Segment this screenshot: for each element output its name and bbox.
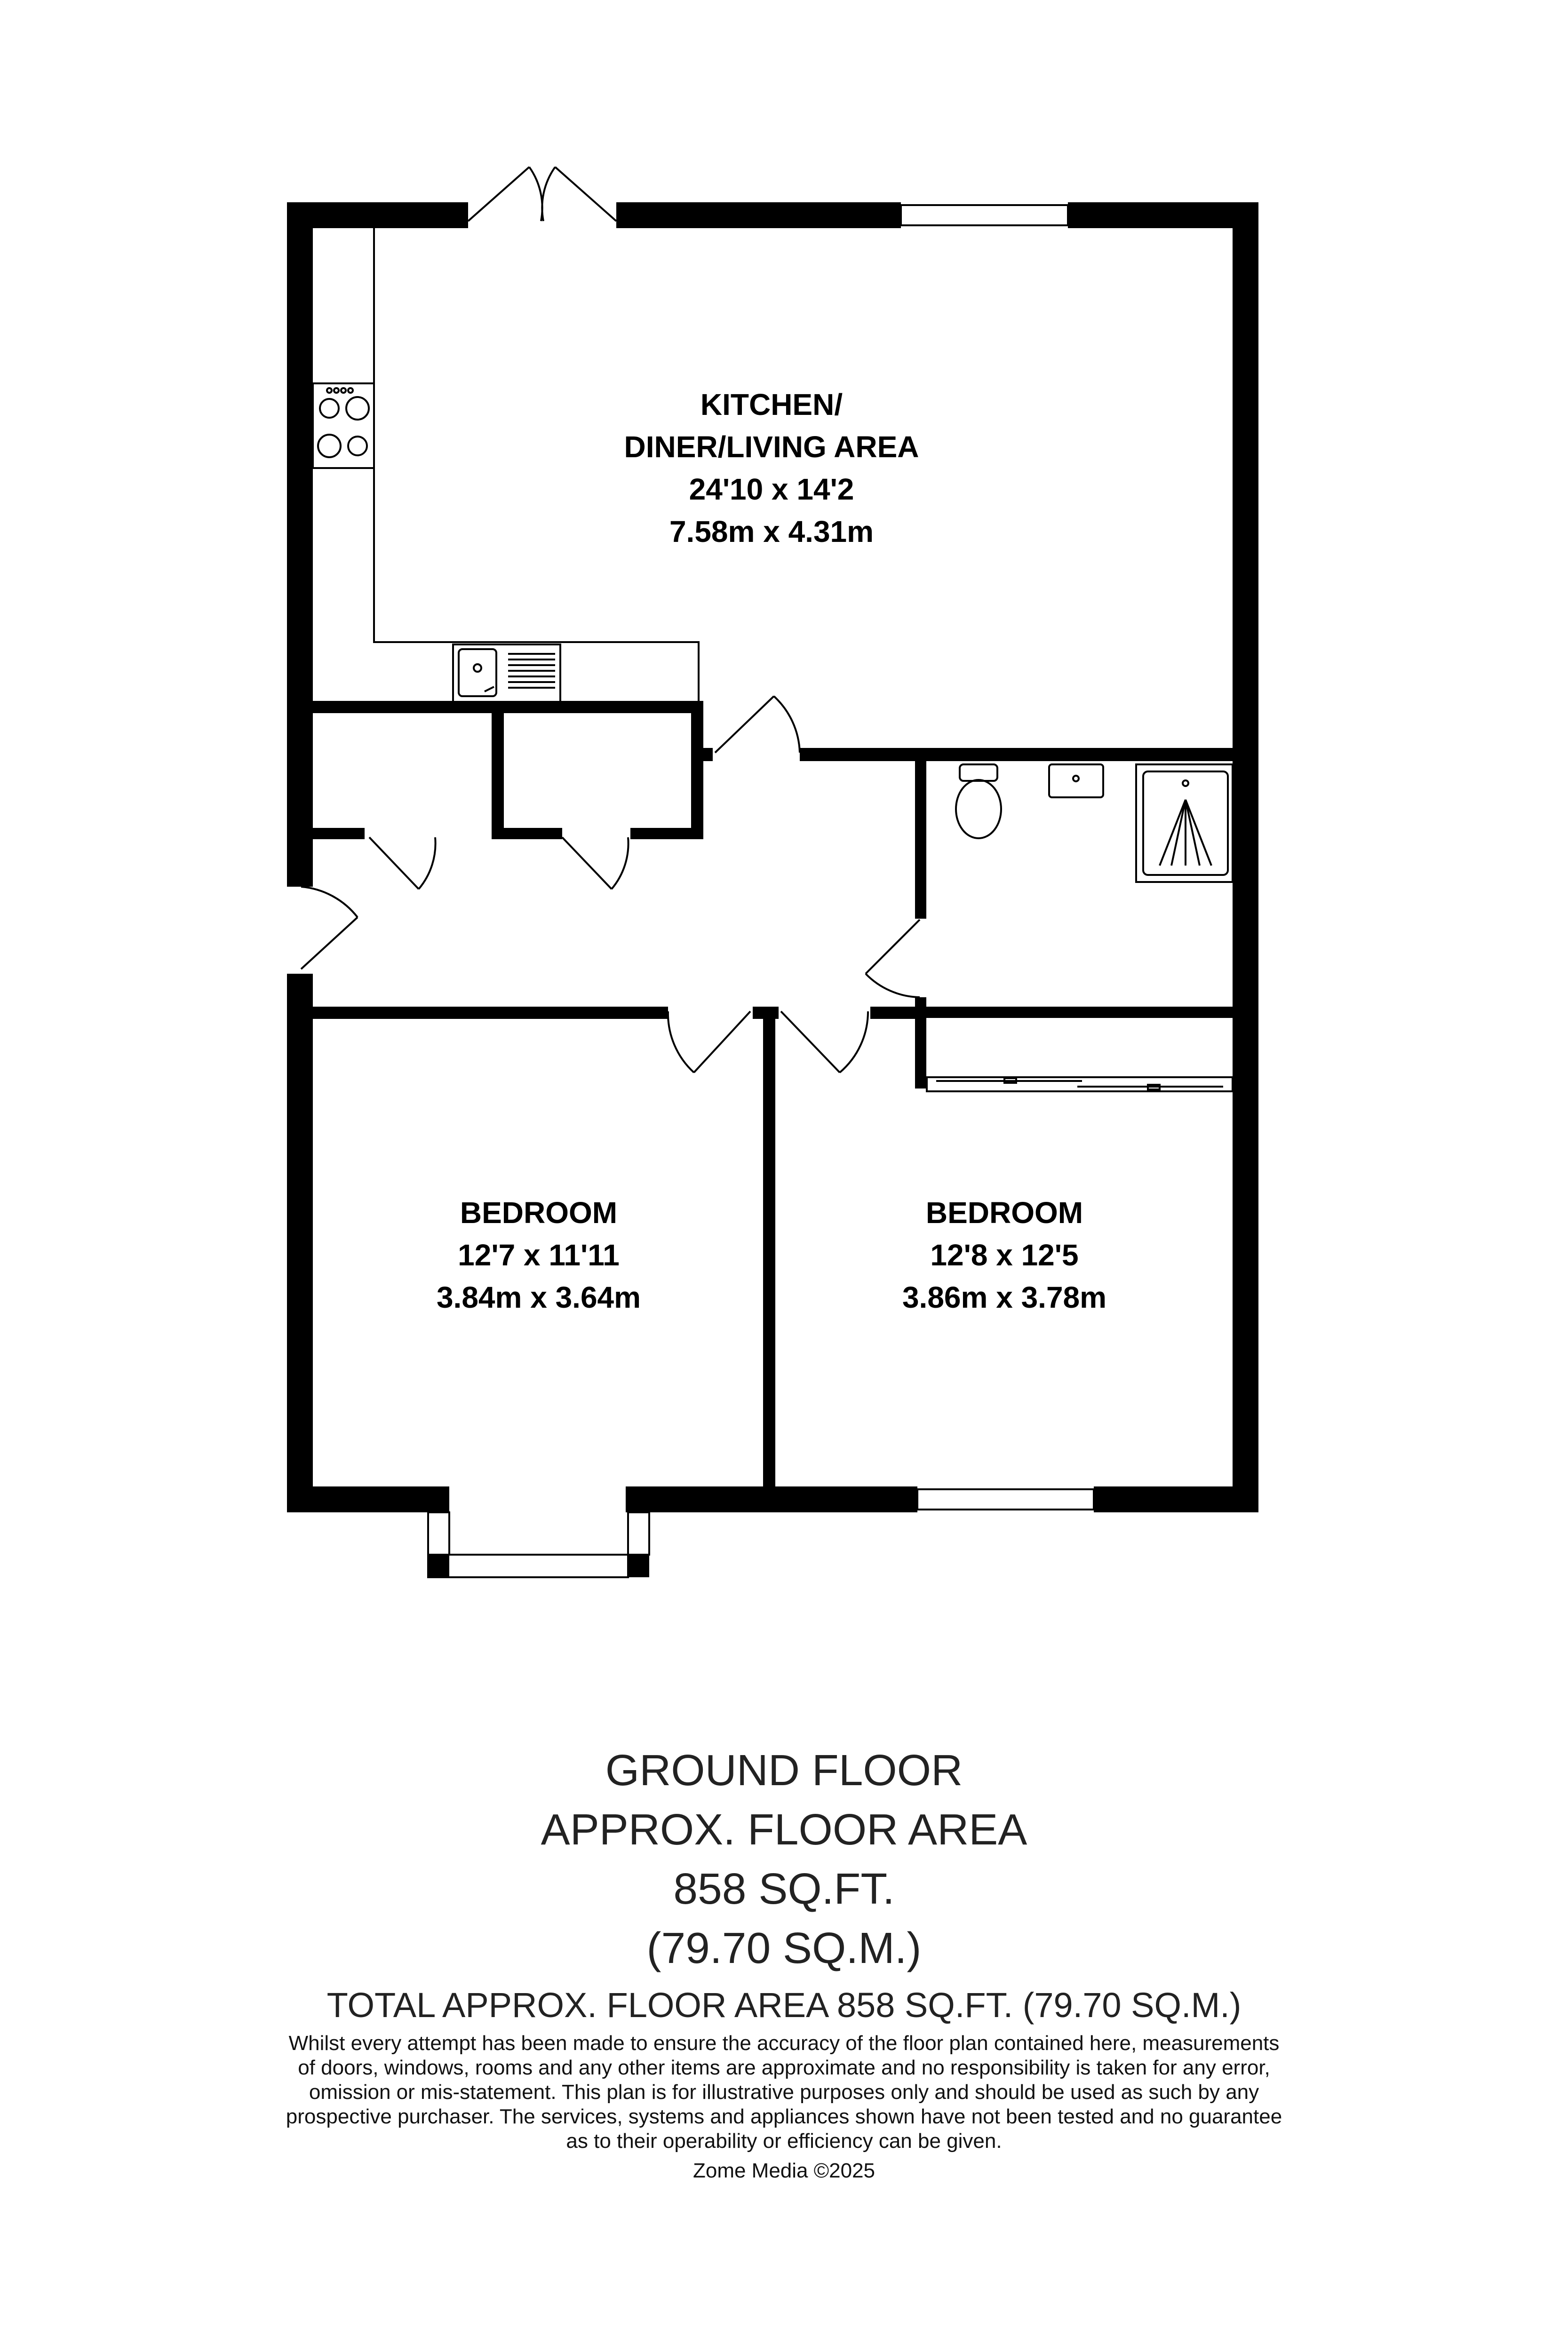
- disclaimer-line: omission or mis-statement. This plan is for illustrative purposes only and should be used as such by any: [309, 2081, 1259, 2104]
- wash-basin: [1049, 764, 1103, 797]
- shower-room-door: [866, 920, 920, 997]
- svg-text:12'7 x 11'11: 12'7 x 11'11: [458, 1238, 620, 1272]
- bay-window-front: [428, 1555, 628, 1577]
- french-doors: [468, 167, 616, 221]
- svg-text:3.84m x 3.64m: 3.84m x 3.64m: [436, 1280, 641, 1314]
- toilet: [956, 764, 1001, 838]
- room-label-bedroom-1: [437, 1196, 641, 1314]
- disclaimer-line: as to their operability or efficiency can be given.: [566, 2130, 1002, 2153]
- kitchen-fittings: [313, 228, 699, 702]
- svg-text:3.86m x 3.78m: 3.86m x 3.78m: [902, 1280, 1107, 1314]
- svg-text:12'8 x 12'5: 12'8 x 12'5: [930, 1238, 1079, 1272]
- hob: [313, 383, 374, 468]
- room-label-kitchen: [624, 388, 919, 548]
- room-label-bedroom-2: [902, 1196, 1106, 1314]
- floor-area-label: APPROX. FLOOR AREA: [541, 1805, 1027, 1854]
- bedroom-2-window: [917, 1489, 1094, 1510]
- internal-walls: [313, 701, 1233, 1486]
- disclaimer-line: of doors, windows, rooms and any other items are approximate and no responsibility is taken for any error,: [298, 2056, 1270, 2079]
- svg-text:DINER/LIVING AREA: DINER/LIVING AREA: [624, 430, 919, 464]
- floor-area-sqft: 858 SQ.FT.: [673, 1864, 895, 1913]
- doors: [301, 167, 920, 1073]
- svg-text:7.58m x 4.31m: 7.58m x 4.31m: [669, 515, 874, 548]
- svg-text:BEDROOM: BEDROOM: [925, 1196, 1083, 1230]
- bedroom-1-door: [668, 1011, 750, 1073]
- disclaimer-line: prospective purchaser. The services, systems and appliances shown have not been tested and no guarantee: [286, 2105, 1282, 2128]
- svg-text:24'10 x 14'2: 24'10 x 14'2: [689, 472, 854, 506]
- disclaimer: [0, 2031, 1568, 2153]
- front-door: [301, 887, 358, 969]
- copyright-credit: Zome Media ©2025: [692, 2159, 876, 2182]
- floor-name: GROUND FLOOR: [605, 1746, 963, 1795]
- disclaimer-line: Whilst every attempt has been made to ensure the accuracy of the floor plan contained here, measurements: [288, 2032, 1280, 2055]
- shower-room-fittings: [956, 764, 1233, 882]
- cupboard-door-1: [369, 837, 436, 889]
- total-floor-area: TOTAL APPROX. FLOOR AREA 858 SQ.FT. (79.70 SQ.M.): [326, 1986, 1242, 2025]
- svg-text:KITCHEN/: KITCHEN/: [700, 388, 843, 421]
- bay-window-side-right: [628, 1512, 649, 1555]
- wardrobe: [927, 1077, 1233, 1091]
- floor-area-sqm: (79.70 SQ.M.): [646, 1923, 922, 1972]
- shower-tray: [1136, 764, 1233, 882]
- bedroom-2-door: [781, 1011, 868, 1073]
- cupboard-door-2: [562, 837, 629, 889]
- kitchen-door: [715, 696, 800, 753]
- bay-window-side-left: [428, 1512, 449, 1555]
- svg-text:BEDROOM: BEDROOM: [460, 1196, 618, 1230]
- floor-summary: [0, 1740, 1568, 1978]
- kitchen-sink: [453, 644, 560, 702]
- kitchen-window: [901, 205, 1068, 225]
